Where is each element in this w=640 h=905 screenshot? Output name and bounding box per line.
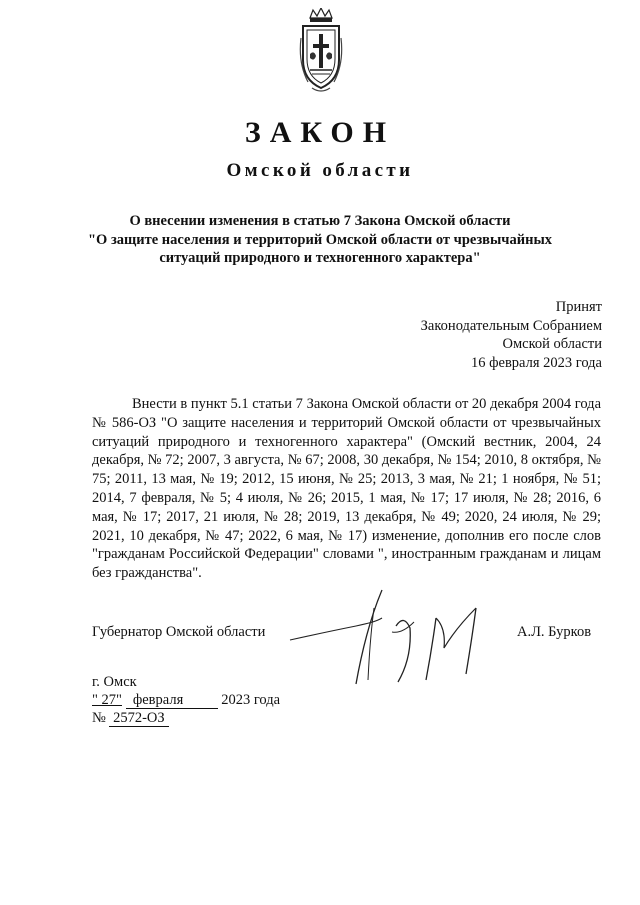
issue-year: 2023 года: [221, 692, 281, 708]
adoption-line: Принят: [555, 299, 602, 315]
law-subject-line: "О защите населения и территорий Омской области от чрезвычайных: [87, 231, 553, 248]
handwritten-signature: [286, 588, 506, 688]
issue-city: г. Омск: [92, 674, 137, 690]
coat-of-arms-icon: [298, 8, 344, 94]
number-sign: №: [92, 710, 106, 726]
adoption-line: Омской области: [502, 336, 602, 352]
law-number-line: [92, 710, 169, 727]
document-title: ЗАКОН: [244, 116, 396, 149]
law-subject-line: ситуаций природного и техногенного характера": [159, 250, 481, 266]
adoption-date: 16 февраля 2023 года: [470, 354, 602, 371]
adoption-line: Законодательным Собранием: [420, 317, 602, 334]
law-body-paragraph: Внести в пункт 5.1 статьи 7 Закона Омской области от 20 декабря 2004 года № 586-ОЗ "О защите населения и территорий Омской области от чрезвычайных ситуаций природного и техногенного характера" (Омский вестник, 2004, 24 декабря, № 72; 2007, 3 августа, № 67; 2008, 30 декабря, № 154; 2010, 8 октября, № 75; 2011, 13 мая, № 19; 2012, 15 июня, № 25; 2013, 3 мая, № 21; 1 ноября, № 51; 2014, 7 февраля, № 5; 4 июля, № 26; 2015, 1 мая, № 17; 17 июля, № 28; 2016, 6 мая, № 17; 2017, 21 июля, № 28; 2019, 13 декабря, № 49; 2020, 24 июля, № 29; 2021, 10 декабря, № 47; 2022, 6 мая, № 17) изменение, дополнив его после слов "гражданам Российской Федерации" словами ", иностранным гражданам и лицам без гражданства".: [92, 396, 601, 582]
issue-month-text: февраля: [132, 692, 184, 708]
law-number-text: 2572-ОЗ: [113, 710, 165, 726]
issue-month: [126, 693, 218, 709]
law-number: [109, 711, 169, 727]
signatory-title: Губернатор Омской области: [92, 624, 266, 640]
law-subject: [70, 212, 570, 268]
document-region: Омской области: [226, 160, 414, 181]
signatory-name: А.Л. Бурков: [517, 624, 592, 640]
adoption-block: [421, 298, 602, 372]
issue-day: " 27": [92, 692, 122, 708]
law-subject-line: О внесении изменения в статью 7 Закона Омской области: [129, 213, 511, 229]
issue-date: [92, 692, 280, 709]
